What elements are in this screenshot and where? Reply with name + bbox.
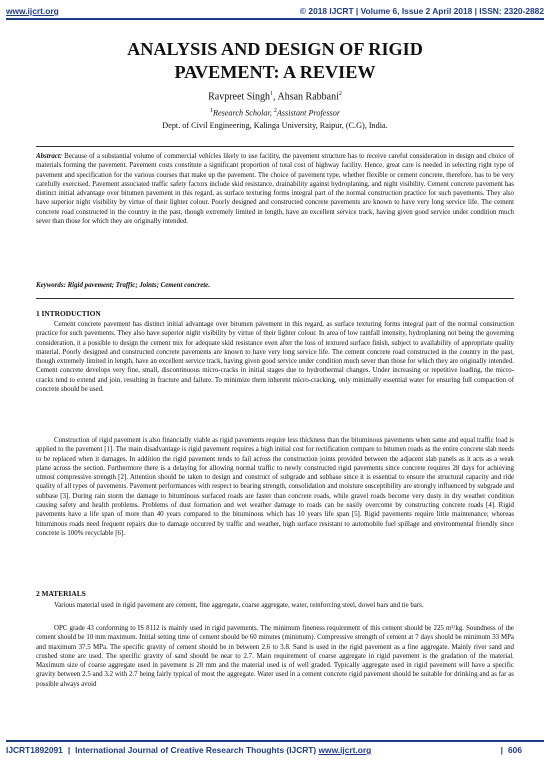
footer-page	[496, 745, 522, 755]
header-rule	[6, 18, 544, 20]
abstract-bottom-rule	[36, 298, 514, 299]
abstract	[36, 152, 514, 226]
footer-journal-name: International Journal of Creative Research Thoughts (IJCRT)	[75, 745, 317, 755]
role-2-sup: 2	[273, 108, 277, 114]
author-roles	[0, 105, 550, 120]
footer-page-divider: |	[500, 745, 504, 755]
title-line-1: ANALYSIS AND DESIGN OF RIGID	[127, 39, 423, 59]
role-2: Assistant Professor	[276, 108, 341, 118]
footer-paper-code: IJCRT1892091	[6, 745, 63, 755]
footer-left	[6, 745, 371, 755]
role-1: Research Scholar,	[212, 108, 274, 118]
footer-divider: |	[67, 745, 71, 755]
author-separator: ,	[273, 91, 278, 103]
role-1-sup: 1	[209, 108, 213, 114]
footer-page-number: 606	[508, 745, 522, 755]
author-1-sup: 1	[270, 91, 274, 97]
title-line-2: PAVEMENT: A REVIEW	[174, 62, 376, 82]
paper-title	[0, 38, 550, 84]
author-1: Ravpreet Singh	[208, 91, 271, 103]
page-footer	[6, 745, 544, 759]
author-list	[0, 91, 550, 102]
section-heading-introduction: 1 INTRODUCTION	[36, 309, 101, 318]
page-header	[6, 6, 544, 18]
section-heading-materials: 2 MATERIALS	[36, 589, 86, 598]
footer-rule	[6, 740, 544, 742]
department: Dept. of Civil Engineering, Kalinga University, Raipur, (C.G), India.	[162, 120, 388, 130]
keywords-text: Keywords: Rigid pavement; Traffic; Joints; Cement concrete.	[36, 282, 210, 289]
intro-paragraph-2: Construction of rigid pavement is also financially viable as rigid pavements require less thickness than the bituminous pavements when same and equal traffic load is applied to the pavement [1]. The main disadvantage is rigid pavement requires a high initial cost for rectification compare to bitumen roads as the entire concrete slab needs to be replaced when it damages. In addition the rigid pavement tends to fail across the construction joints provided between the adjacent slab panels as it acts as a weak plane across the section. Furthermore there is a delaying for allowing normal traffic to newly constructed rigid pavements since concrete requires 28 days for achieving utmost compressive strength [2]. Attention should be taken to design and construct of subgrade and subbase since it is essential to ensure the structural capacity and ride quality of all types of pavements. Pavement performances with respect to bearing strength, consolidation and moisture susceptibility are strongly influenced by subgrade and subbase [3]. During rain storm the damage to bituminous surfaced roads are faster than concrete roads, while gravel roads become very dusty in dry weather condition causing safety and health problems. Problems of dust formation and wet weather damage to roads can be easily overcome by constructing concrete roads [4]. Rigid pavements have a life span of more than 40 years compared to the bituminous which has 10 years life span [5]. Rigid pavements require little maintenance; whereas bituminous roads need frequent repairs due to damage occurred by traffic and weather, high surface resistant to automobile fuel spillage and environmental friendly since concrete is 100% recyclable [6].	[36, 437, 514, 537]
header-journal-info: © 2018 IJCRT | Volume 6, Issue 2 April 2018 | ISSN: 2320-2882	[299, 6, 544, 16]
materials-paragraph-1: Various material used in rigid pavement are cement, fine aggregate, coarse aggregate, water, reinforcing steel, dowel bars and tie bars.	[54, 602, 424, 609]
abstract-text: Because of a substantial volume of commercial vehicles likely to use facility, the pavement structure has to receive careful consideration in design and choice of materials forming the pavement. Pavement costs constitute a significant proportion of total cost of highway facility. Hence, great care is needed in selecting right type of pavement and specification for the various courses that make up the pavement. The choice of pavement type, whether flexible or cement concrete, therefore, has to be very carefully exercised. Pavement associated traffic safety factors include skid resistance, drainability against hydroplaning, and night visibility. Cement concrete pavement has distinct initial advantage over bitumen pavement in this regard, as surface texturing forms integral part of the normal construction practice for such pavements. They also have superior night visibility by virtue of their lighter colour. Poorly designed and constructed concrete pavements are known to have very long service life. The cement concrete road constructed in the country in the past, though extremely limited in length, have an excellent service track, having given good service under condition much sever than those for which they are originally intended.	[36, 153, 514, 226]
keywords	[36, 281, 514, 290]
footer-site-link[interactable]: www.ijcrt.org	[318, 745, 372, 755]
header-site-link[interactable]: www.ijcrt.org	[6, 6, 59, 16]
author-2-sup: 2	[338, 91, 342, 97]
intro-paragraph-1: Cement concrete pavement has distinct initial advantage over bitumen pavement in this regard, as surface texturing forms integral part of the normal construction practice for such pavements. They also have superior night visibility by virtue of their lighter colour. In area of low rainfall intensity, hydroplaning not being the governing consideration, it a possible to design the cement mix for adequate skid resistance even after the loss of textured surface finish, subject to availability of appropriate quality material. Poorly designed and constructed concrete pavements are known to have very long service life. The cement concrete road constructed in the country in the past, though extremely limited in length, have an excellent service track, having given good service under condition much sever than those for which they are originally intended. Cement concrete develops very fine, small, discontinuous micro-cracks in initial stages due to hydrothermal changes. Under increasing or repetitive loading, the micro-cracks tend to extend and join, resulting in fracture and failure. To minimize them inherent micro-cracking, only minimally essential water for ensuring full compaction of concrete should be used.	[36, 321, 514, 394]
abstract-top-rule	[36, 146, 514, 147]
abstract-label: Abstract:	[36, 153, 63, 160]
affiliation	[0, 105, 550, 132]
author-2: Ahsan Rabbani	[277, 91, 339, 103]
materials-paragraph-2: OPC grade 43 conforming to IS 8112 is mainly used in rigid pavements. The minimum fineness requirement of this cement should be 225 m²/kg. Soundness of the cement should be 10 mm maximum. Initial setting time of cement should be 60 minutes (minimum). Compressive strength of cement at 7 days should be minimum 33 MPa and maximum 37.5 MPa. The specific gravity of cement should be in between 2.6 to 3.8. Sand is used in the rigid pavement as a fine aggregate. Mainly river sand and crushed stone are used. The specific gravity of sand should be near to 2.7. Main requirement of coarse aggregate in rigid pavement is the gradation of the material. Maximum size of coarse aggregate used in pavement is 20 mm and the material used is of well graded. Typically aggregate used in rigid pavement will have a specific gravity between 2.5 and 3.2 with 2.7 being fairly typical of most the aggregate. Water used in a cement concrete rigid pavement should be suitable for drinking and as far as possible always avoid	[36, 625, 514, 688]
